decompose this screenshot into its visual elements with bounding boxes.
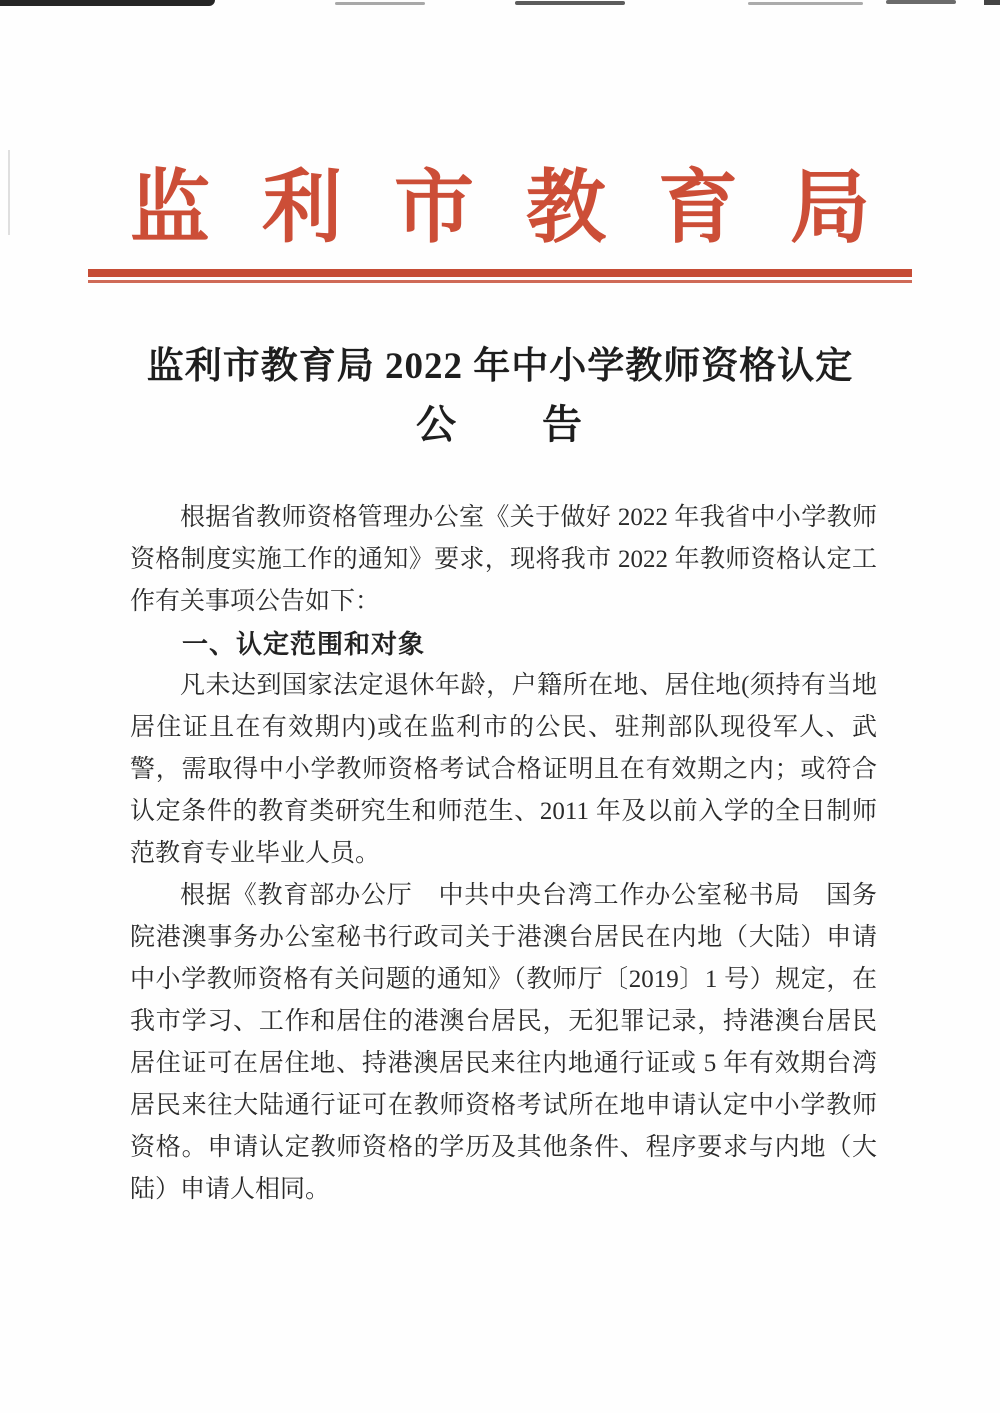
scan-artifact-top-edge <box>748 2 863 5</box>
agency-name-header: 监利市教育局 <box>130 165 922 253</box>
scan-artifact-top-edge <box>335 2 425 5</box>
paragraph-scope-hmt-residents: 根据《教育部办公厅 中共中央台湾工作办公室秘书局 国务院港澳事务办公室秘书行政司关于港澳台居民在内地（大陆）申请中小学教师资格有关问题的通知》（教师厅〔2019〕1 号）规定，在我市学习、工作和居住的港澳台居民，无犯罪记录，持港澳台居民居住证可在居住地、持港澳居民来往内地通行证或 5 年有效期台湾居民来往大陆通行证可在教师资格考试所在地申请认定中小学教师资格。申请认定教师资格的学历及其他条件、程序要求与内地（大陆）申请人相同。 <box>130 882 877 1203</box>
document-title-line1: 监利市教育局 2022 年中小学教师资格认定 <box>146 346 854 387</box>
document-title-line2: 公 告 <box>416 402 584 447</box>
paragraph-intro: 根据省教师资格管理办公室《关于做好 2022 年我省中小学教师资格制度实施工作的通知》要求，现将我市 2022 年教师资格认定工作有关事项公告如下： <box>130 504 877 615</box>
paragraph-scope-mainland: 凡未达到国家法定退休年龄，户籍所在地、居住地(须持有当地居住证且在有效期内)或在监利市的公民、驻荆部队现役军人、武警，需取得中小学教师资格考试合格证明且在有效期之内；或符合认定条件的教育类研究生和师范生、2011 年及以前入学的全日制师范教育专业毕业人员。 <box>130 672 877 867</box>
scan-artifact-top-edge <box>515 1 625 5</box>
letterhead-divider-rule <box>88 269 912 283</box>
section-heading-scope: 一、认定范围和对象 <box>182 629 426 659</box>
document-title <box>0 343 1000 449</box>
scan-artifact-top-edge <box>984 0 1000 5</box>
document-body <box>130 497 877 1211</box>
scan-artifact-top-edge <box>0 0 215 6</box>
scan-artifact-top-edge <box>886 0 956 4</box>
